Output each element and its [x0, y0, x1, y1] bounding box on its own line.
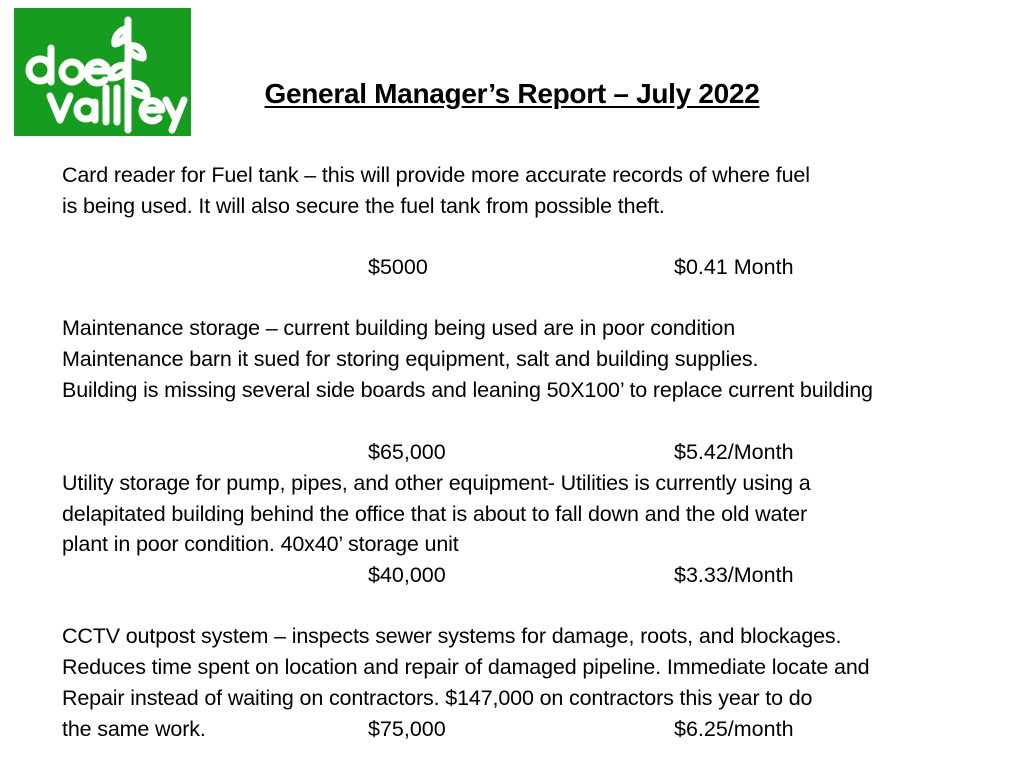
doe-valley-logo-mark [14, 8, 191, 136]
item-2-monthly-cost: $5.42/Month [674, 440, 794, 464]
item-4-monthly-cost: $6.25/month [674, 717, 794, 741]
item-1-line-2: is being used. It will also secure the fuel tank from possible theft. [62, 194, 665, 218]
item-1-cost: $5000 [368, 255, 428, 279]
item-3-line-2: delapitated building behind the office that is about to fall down and the old water [62, 502, 807, 526]
item-3-monthly-cost: $3.33/Month [674, 563, 794, 587]
item-2-line-2: Maintenance barn it sued for storing equipment, salt and building supplies. [62, 347, 759, 371]
item-4-line-2: Reduces time spent on location and repair of damaged pipeline. Immediate locate and [62, 655, 870, 679]
item-4-cost: $75,000 [368, 717, 446, 741]
item-1-monthly-cost: $0.41 Month [674, 255, 794, 279]
doe-valley-logo [14, 8, 191, 136]
item-2-cost: $65,000 [368, 440, 446, 464]
item-4-line-4: the same work. [62, 717, 206, 741]
item-2-line-3: Building is missing several side boards and leaning 50X100’ to replace current building [62, 378, 873, 402]
item-3-line-3: plant in poor condition. 40x40’ storage unit [62, 532, 459, 556]
item-1-line-1: Card reader for Fuel tank – this will provide more accurate records of where fuel [62, 163, 810, 187]
item-3-cost: $40,000 [368, 563, 446, 587]
report-title: General Manager’s Report – July 2022 [264, 78, 760, 109]
item-4-line-1: CCTV outpost system – inspects sewer systems for damage, roots, and blockages. [62, 624, 842, 648]
report-title-wrap [0, 78, 1024, 110]
item-4-line-3: Repair instead of waiting on contractors. $147,000 on contractors this year to do [62, 686, 813, 710]
item-2-line-1: Maintenance storage – current building being used are in poor condition [62, 316, 736, 340]
item-3-line-1: Utility storage for pump, pipes, and other equipment- Utilities is currently using a [62, 471, 811, 495]
